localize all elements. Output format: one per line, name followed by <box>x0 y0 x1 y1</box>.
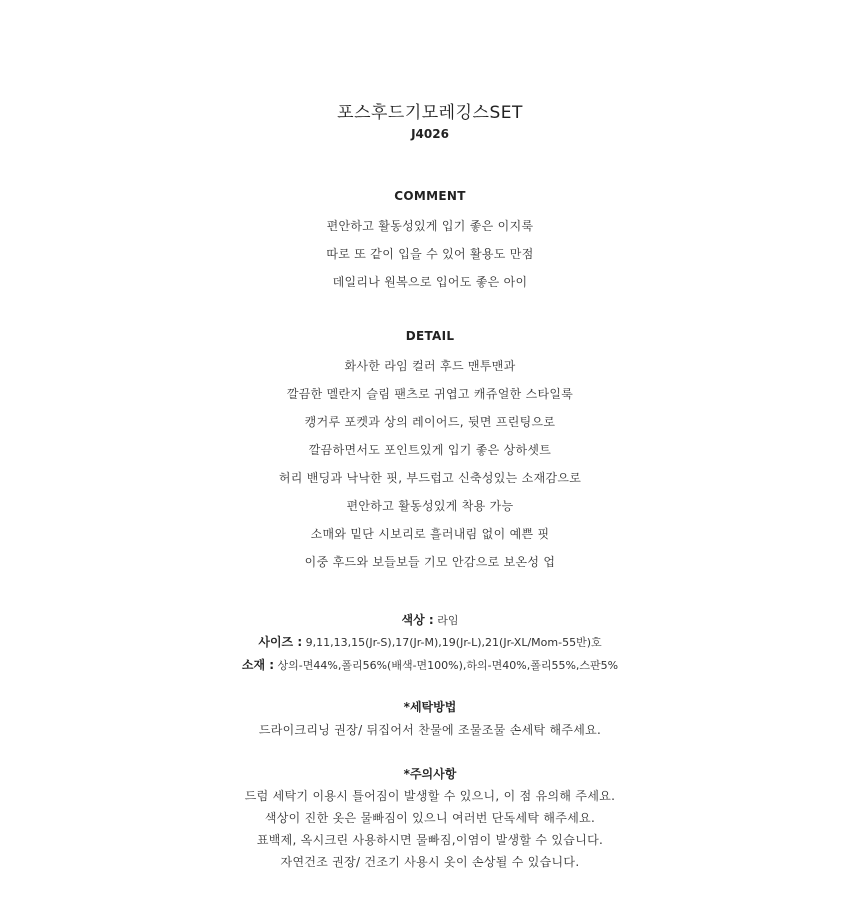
detail-line: 화사한 라임 컬러 후드 맨투맨과 <box>344 359 516 373</box>
caution-line: 색상이 진한 옷은 물빠짐이 있으니 여러번 단독세탁 해주세요. <box>264 811 596 825</box>
washing-heading: *세탁방법 <box>403 700 457 714</box>
caution-line: 표백제, 옥시크린 사용하시면 물빠짐,이염이 발생할 수 있습니다. <box>256 833 604 847</box>
comment-line: 편안하고 활동성있게 입기 좋은 이지룩 <box>326 219 534 233</box>
detail-line: 캥거루 포켓과 상의 레이어드, 뒷면 프린팅으로 <box>304 415 556 429</box>
product-title: 포스후드기모레깅스SET <box>337 103 523 123</box>
detail-heading: DETAIL <box>405 329 455 343</box>
detail-line: 소매와 밑단 시보리로 흘러내림 없이 예쁜 핏 <box>310 527 550 541</box>
comment-line: 따로 또 같이 입을 수 있어 활용도 만점 <box>326 247 534 261</box>
detail-line: 허리 밴딩과 낙낙한 핏, 부드럽고 신축성있는 소재감으로 <box>278 471 582 485</box>
material-label: 소재 : <box>241 658 275 672</box>
caution-line: 드럼 세탁기 이용시 틀어짐이 발생할 수 있으니, 이 점 유의해 주세요. <box>244 789 616 803</box>
washing-line: 드라이크리닝 권장/ 뒤집어서 찬물에 조물조물 손세탁 해주세요. <box>258 723 602 737</box>
color-label: 색상 : <box>401 613 434 627</box>
size-value: 9,11,13,15(Jr-S),17(Jr-M),19(Jr-L),21(Jr-XL/Mom-55반)호 <box>305 636 602 649</box>
detail-line: 이중 후드와 보들보들 기모 안감으로 보온성 업 <box>304 555 556 569</box>
comment-line: 데일리나 원복으로 입어도 좋은 아이 <box>332 275 528 289</box>
size-label: 사이즈 : <box>258 635 303 649</box>
material-value: 상의-면44%,폴리56%(배색-면100%),하의-면40%,폴리55%,스판5% <box>277 659 619 672</box>
detail-line: 편안하고 활동성있게 착용 가능 <box>346 499 514 513</box>
caution-heading: *주의사항 <box>403 767 457 781</box>
detail-line: 깔끔한 멜란지 슬림 팬츠로 귀엽고 캐쥬얼한 스타일룩 <box>286 387 574 401</box>
caution-line: 자연건조 권장/ 건조기 사용시 옷이 손상될 수 있습니다. <box>280 855 580 869</box>
material-spec <box>0 656 860 673</box>
comment-heading: COMMENT <box>394 189 466 203</box>
size-spec <box>0 633 860 650</box>
color-spec <box>0 611 860 628</box>
detail-line: 깔끔하면서도 포인트있게 입기 좋은 상하셋트 <box>308 443 552 457</box>
product-code: J4026 <box>411 127 449 141</box>
color-value: 라임 <box>437 614 459 627</box>
